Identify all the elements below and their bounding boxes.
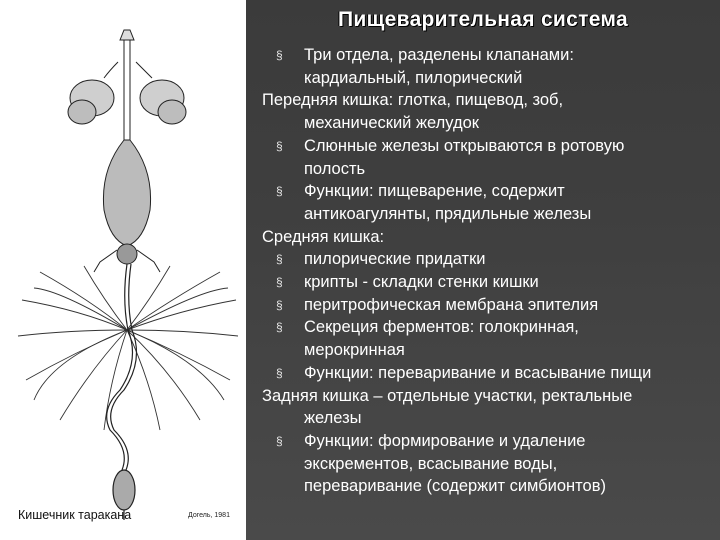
line-text: Функции: формирование и удаление [304,431,586,450]
bullet-icon: § [276,297,283,312]
bullet-icon: § [276,252,283,267]
line-text: экскрементов, всасывание воды, [304,454,558,473]
line-text: Секреция ферментов: голокринная, [304,318,579,337]
bullet-icon: § [276,275,283,290]
line-text: Задняя кишка – отдельные участки, ректальные [262,386,633,405]
malpighian-tubules [18,266,238,430]
text-line [262,158,712,181]
line-text: Средняя кишка: [262,227,385,246]
line-text: кардиальный, пилорический [304,68,523,87]
line-text: мерокринная [304,341,405,360]
bullet-icon: § [276,365,283,380]
text-line [262,112,712,135]
figure-credit: Догель, 1981 [188,512,230,519]
text-line [262,453,712,476]
line-text: Передняя кишка: глотка, пищевод, зоб, [262,91,564,110]
text-line [262,339,712,362]
line-text: Слюнные железы открываются в ротовую [304,136,625,155]
text-line [262,407,712,430]
bullet-item [262,135,712,158]
bullet-item [262,362,712,385]
text-line [262,89,712,112]
bullet-item [262,430,712,453]
bullet-icon: § [276,433,283,448]
line-text: пилорические придатки [304,250,486,269]
line-text: полость [304,159,366,178]
slide-title: Пищеварительная система [338,8,628,31]
cockroach-gut-illustration [0,0,246,540]
text-line [262,67,712,90]
bullet-icon: § [276,48,283,62]
bullet-item [262,316,712,339]
bullet-icon: § [276,184,283,199]
text-line [262,475,712,498]
line-text: антикоагулянты, прядильные железы [304,204,592,223]
line-text: Три отдела, разделены клапанами: [304,46,574,64]
bullet-item [262,248,712,271]
bullet-icon: § [276,138,283,153]
line-text: железы [304,409,362,428]
text-line [262,385,712,408]
bullet-item [262,180,712,203]
bullet-item [262,271,712,294]
slide-body [262,44,712,498]
bullet-icon: § [276,320,283,335]
bullet-item [262,294,712,317]
line-text: перитрофическая мембрана эпителия [304,295,599,314]
bullet-item [262,44,712,67]
text-line [262,203,712,226]
line-text: Функции: переваривание и всасывание пищи [304,363,652,382]
line-text: механический желудок [304,114,480,133]
line-text: Функции: пищеварение, содержит [304,182,565,201]
line-text: крипты - складки стенки кишки [304,273,539,292]
text-line [262,226,712,249]
line-text: переваривание (содержит симбионтов) [304,477,606,496]
figure-caption: Кишечник таракана [18,508,132,522]
